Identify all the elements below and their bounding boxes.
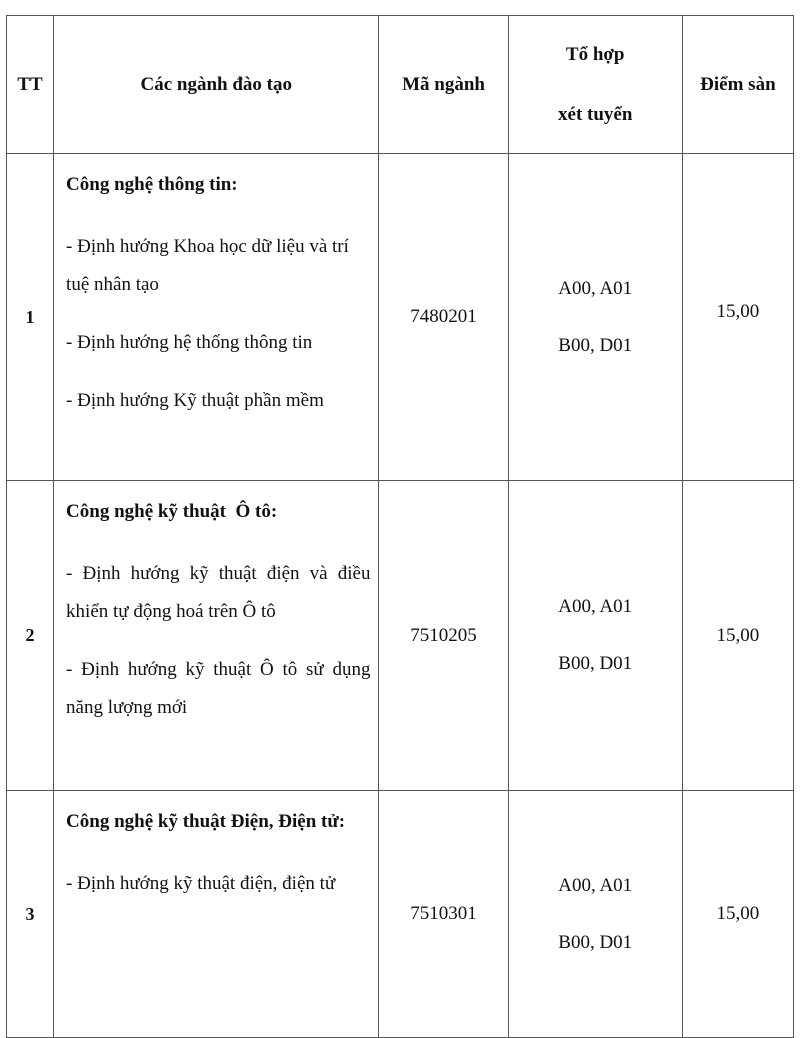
table-row [7, 791, 794, 1038]
orientation-item: - Định hướng kỹ thuật Ô tô sử dụng năng lượng mới [66, 659, 371, 718]
major-cell [54, 154, 379, 481]
orientation-item: - Định hướng hệ thống thông tin [66, 332, 313, 353]
header-tt: TT [7, 16, 54, 154]
orientation-item: - Định hướng Khoa học dữ liệu và trí tuệ nhân tạo [66, 236, 349, 295]
combo-line: A00, A01 [558, 874, 633, 896]
orientation-item: - Định hướng kỹ thuật điện và điều khiển tự động hoá trên Ô tô [66, 563, 371, 622]
row-number: 3 [7, 791, 54, 1038]
orientation-item: - Định hướng Kỹ thuật phần mềm [66, 390, 324, 411]
major-cell [54, 481, 379, 791]
major-cell [54, 791, 379, 1038]
orientation-item: - Định hướng kỹ thuật điện, điện tử [66, 873, 336, 894]
row-number: 2 [7, 481, 54, 791]
header-combo [508, 16, 682, 154]
major-code: 7510301 [379, 791, 508, 1038]
header-majors: Các ngành đào tạo [54, 16, 379, 154]
major-code: 7510205 [379, 481, 508, 791]
combo-cell [508, 791, 682, 1038]
header-combo-line2: xét tuyển [558, 103, 633, 125]
combo-cell [508, 481, 682, 791]
combo-line: A00, A01 [558, 277, 633, 299]
floor-score: 15,00 [682, 154, 793, 481]
table-row [7, 481, 794, 791]
floor-score: 15,00 [682, 481, 793, 791]
header-code: Mã ngành [379, 16, 508, 154]
major-code: 7480201 [379, 154, 508, 481]
major-title: Công nghệ kỹ thuật Điện, Điện tử: [66, 811, 346, 832]
table-row [7, 154, 794, 481]
combo-line: B00, D01 [558, 334, 633, 356]
header-combo-line1: Tổ hợp [565, 43, 625, 65]
header-score: Điểm sàn [682, 16, 793, 154]
major-title: Công nghệ kỹ thuật Ô tô: [66, 501, 278, 522]
header-row [7, 16, 794, 154]
row-number: 1 [7, 154, 54, 481]
admission-score-table [6, 15, 794, 1038]
major-title: Công nghệ thông tin: [66, 174, 238, 195]
combo-line: B00, D01 [558, 931, 633, 953]
combo-cell [508, 154, 682, 481]
combo-line: A00, A01 [558, 596, 633, 617]
floor-score: 15,00 [682, 791, 793, 1038]
combo-line: B00, D01 [558, 653, 633, 674]
